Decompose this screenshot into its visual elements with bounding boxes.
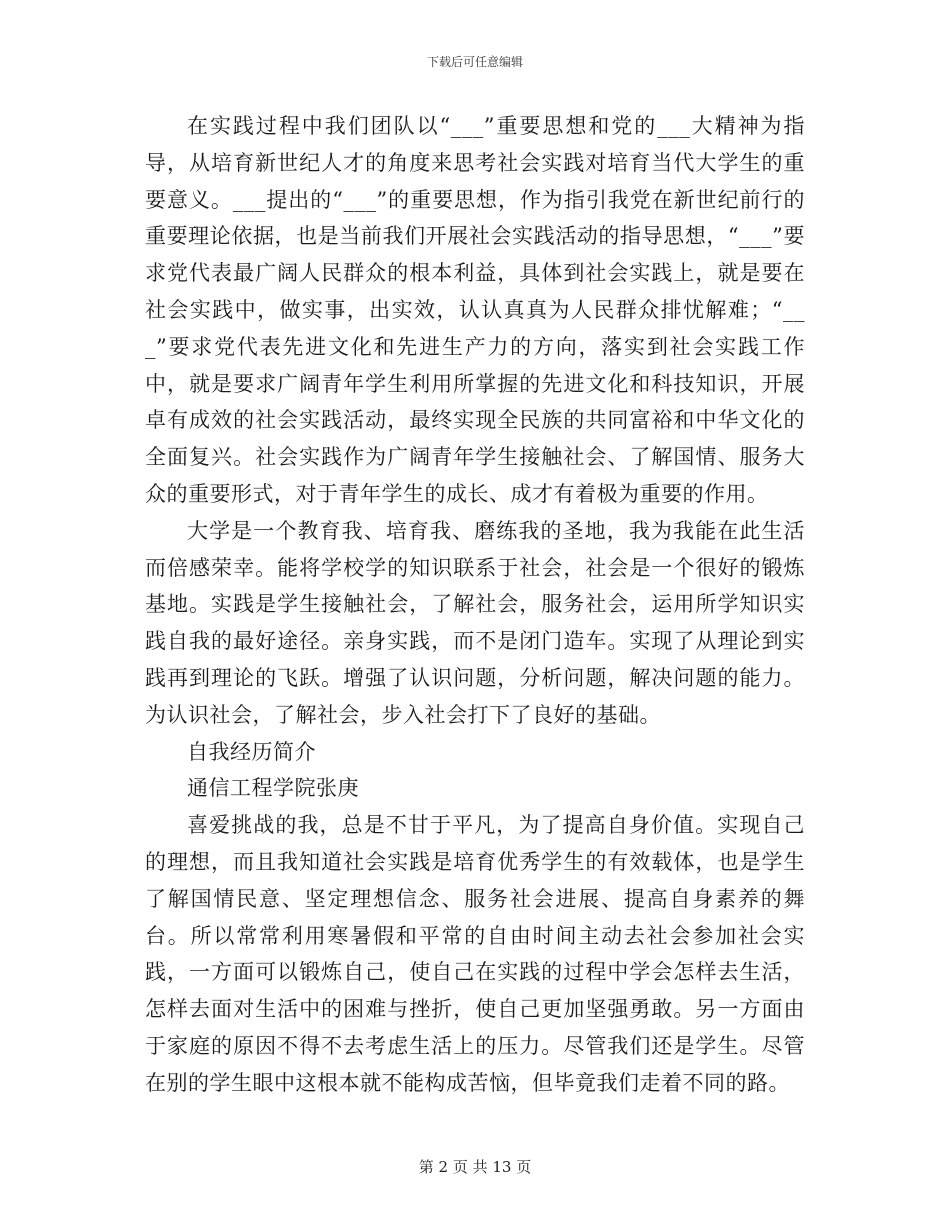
section-title-self-intro: 自我经历简介 (187, 739, 316, 764)
document-body (145, 108, 805, 1102)
paragraph-university: 大学是一个教育我、培育我、磨练我的圣地，我为我能在此生活而倍感荣幸。能将学校学的知识联系于社会，社会是一个很好的锻炼基地。实践是学生接触社会，了解社会，服务社会，运用所学知识实践自我的最好途径。亲身实践，而不是闭门造车。实现了从理论到实践再到理论的飞跃。增强了认识问题，分析问题，解决问题的能力。为认识社会，了解社会，步入社会打下了良好的基础。 (145, 518, 805, 727)
paragraph-challenge: 喜爱挑战的我，总是不甘于平凡，为了提高自身价值。实现自己的理想，而且我知道社会实践是培育优秀学生的有效载体，也是学生了解国情民意、坚定理想信念、服务社会进展、提高自身素养的舞台。所以常常利用寒暑假和平常的自由时间主动去社会参加社会实践，一方面可以锻炼自己，使自己在实践的过程中学会怎样去生活，怎样去面对生活中的困难与挫折，使自己更加坚强勇敢。另一方面由于家庭的原因不得不去考虑生活上的压力。尽管我们还是学生。尽管在别的学生眼中这根本就不能构成苦恼，但毕竟我们走着不同的路。 (145, 813, 805, 1095)
paragraph-practice-guidance: 在实践过程中我们团队以“___”重要思想和党的___大精神为指导，从培育新世纪人才的角度来思考社会实践对培育当代大学生的重要意义。___提出的“___”的重要思想，作为指引我党在新世纪前行的重要理论依据，也是当前我们开展社会实践活动的指导思想，“___”要求党代表最广阔人民群众的根本利益，具体到社会实践上，就是要在社会实践中，做实事，出实效，认认真真为人民群众排忧解难；“___”要求党代表先进文化和先进生产力的方向，落实到社会实践工作中，就是要求广阔青年学生利用所掌握的先进文化和科技知识，开展卓有成效的社会实践活动，最终实现全民族的共同富裕和中华文化的全面复兴。社会实践作为广阔青年学生接触社会、了解国情、服务大众的重要形式，对于青年学生的成长、成才有着极为重要的作用。 (145, 114, 805, 506)
page-number: 第 2 页 共 13 页 (418, 1158, 532, 1176)
author-line: 通信工程学院张庚 (187, 776, 359, 801)
page-header-note: 下载后可任意编辑 (426, 55, 523, 69)
